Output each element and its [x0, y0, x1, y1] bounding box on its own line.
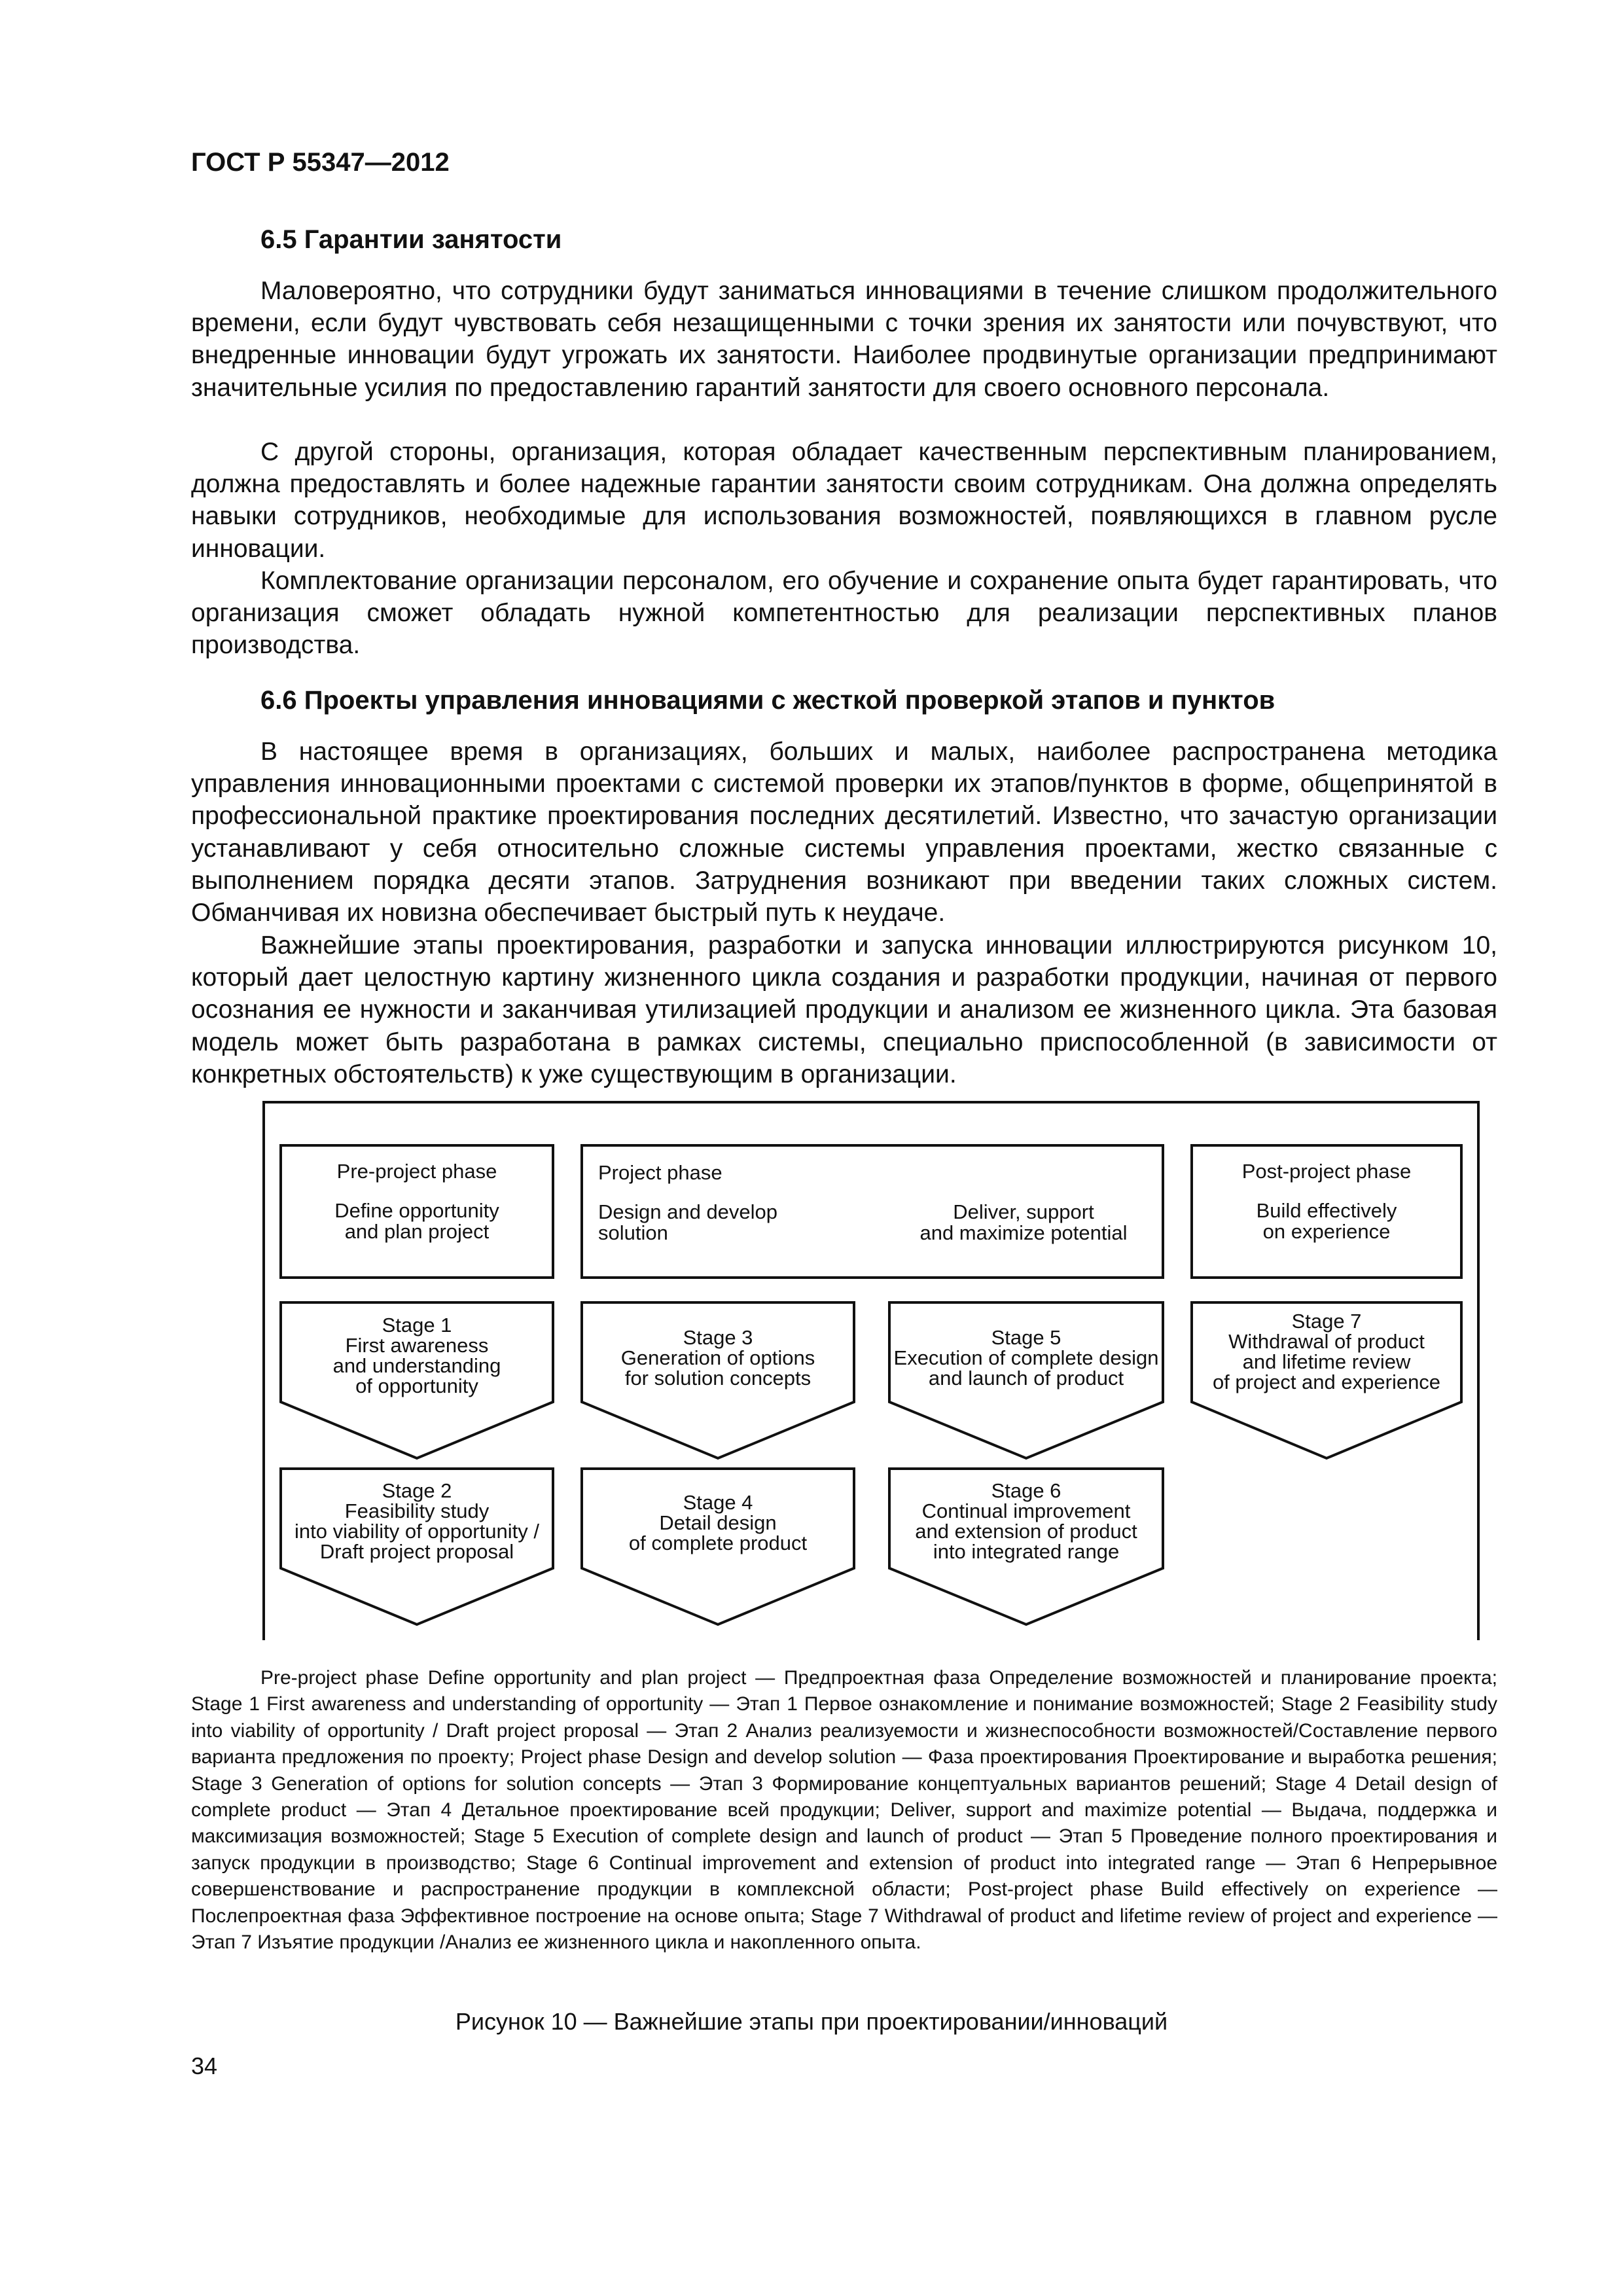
- project-phase-text: Deliver, support: [953, 1200, 1094, 1223]
- stage-6-text: into integrated range: [933, 1540, 1120, 1563]
- stage-1-text: of opportunity: [355, 1374, 478, 1397]
- page-number: 34: [191, 2053, 218, 2079]
- stage-2-text: Feasibility study: [344, 1499, 490, 1522]
- stage-5-text: and launch of product: [928, 1367, 1124, 1390]
- stage-4-text: Stage 4: [683, 1491, 753, 1514]
- figure-10-diagram: [262, 1101, 1480, 1640]
- post-project-phase-text: Build effectively: [1256, 1199, 1397, 1222]
- post-project-phase-title: Post-project phase: [1241, 1160, 1412, 1183]
- stage-3-text: Stage 3: [683, 1326, 753, 1349]
- pre-project-phase-text: Define opportunity: [334, 1199, 499, 1222]
- document-header: ГОСТ Р 55347—2012: [191, 148, 450, 177]
- project-phase-text: Design and develop: [598, 1200, 778, 1223]
- project-phase-title: Project phase: [598, 1161, 722, 1184]
- stage-3-text: Generation of options: [620, 1346, 815, 1369]
- stage-2-text: into viability of opportunity /: [294, 1520, 539, 1543]
- stage-2-text: Draft project proposal: [319, 1540, 514, 1563]
- figure-caption: Рисунок 10 — Важнейшие этапы при проектировании/инноваций: [455, 2008, 1168, 2035]
- stage-7-text: Stage 7: [1291, 1310, 1362, 1333]
- post-project-phase-text: on experience: [1262, 1220, 1391, 1243]
- section-6-5-title: 6.5 Гарантии занятости: [260, 225, 562, 254]
- project-phase-text: and maximize potential: [919, 1221, 1128, 1244]
- section-6-5-paragraph: Комплектование организации персоналом, его обучение и сохранение опыта будет гарантировать, что организация сможет обладать нужной компетентностью для реализации перспективных планов производства.: [191, 567, 1497, 660]
- stage-2-text: Stage 2: [382, 1479, 452, 1502]
- stage-6-text: Stage 6: [991, 1479, 1061, 1502]
- stage-6-text: Continual improvement: [921, 1499, 1131, 1522]
- pre-project-phase-title: Pre-project phase: [336, 1160, 497, 1183]
- section-6-5-paragraph: С другой стороны, организация, которая обладает качественным перспективным планированием, должна предоставлять и более надежные гарантии занятости своим сотрудникам. Она должна определять навыки сотрудников, необходимые для использования возможностей, появляющихся в главном русле инновации.: [191, 438, 1497, 563]
- pre-project-phase-text: and plan project: [344, 1220, 490, 1243]
- stage-6-text: and extension of product: [915, 1520, 1137, 1543]
- stage-1-text: First awareness: [345, 1334, 489, 1357]
- stage-5-text: Execution of complete design: [893, 1346, 1159, 1369]
- stage-7-text: and lifetime review: [1242, 1350, 1411, 1373]
- stage-5-text: Stage 5: [991, 1326, 1061, 1349]
- section-6-6-title: 6.6 Проекты управления инновациями с жесткой проверкой этапов и пунктов: [260, 686, 1275, 715]
- section-6-5-paragraph: Маловероятно, что сотрудники будут заниматься инновациями в течение слишком продолжительного времени, если будут чувствовать себя незащищенными с точки зрения их занятости или почувствуют, что внедренные инновации будут угрожать их занятости. Наиболее продвинутые организации предпринимают значительные усилия по предоставлению гарантий занятости для своего основного персонала.: [191, 277, 1497, 402]
- section-6-6-paragraph: В настоящее время в организациях, больших и малых, наиболее распространена методика управления инновационными проектами с системой проверки их этапов/пунктов в форме, общепринятой в профессиональной практике проектирования последних десятилетий. Известно, что зачастую организации устанавливают у себя относительно сложные системы управления проектами, жестко связанные с выполнением порядка десяти этапов. Затруднения возникают при введении таких сложных систем. Обманчивая их новизна обеспечивает быстрый путь к неудаче.: [191, 738, 1497, 927]
- project-phase-text: solution: [598, 1221, 668, 1244]
- stage-1-text: Stage 1: [382, 1314, 452, 1336]
- stage-4-text: of complete product: [628, 1532, 808, 1554]
- section-6-6-paragraph: Важнейшие этапы проектирования, разработки и запуска инновации иллюстрируются рисунком 10, который дает целостную картину жизненного цикла создания и разработки продукции, начиная от первого осознания ее нужности и заканчивая утилизацией продукции и анализом ее жизненного цикла. Эта базовая модель может быть разработана в рамках системы, специально приспособленной (в зависимости от конкретных обстоятельств) к уже существующим в организации.: [191, 931, 1497, 1088]
- stage-4-text: Detail design: [659, 1511, 777, 1534]
- stage-1-text: and understanding: [332, 1354, 501, 1377]
- stage-7-text: Withdrawal of product: [1228, 1330, 1425, 1353]
- stage-7-text: of project and experience: [1212, 1371, 1441, 1393]
- figure-legend: Pre-project phase Define opportunity and plan project — Предпроектная фаза Определение возможностей и планирование проекта; Stage 1 First awareness and understanding of opportunity — Этап 1 Первое ознакомление и понимание возможностей; Stage 2 Feasibility study into viability of opportunity / Draft project proposal — Этап 2 Анализ реализуемости и жизнеспособности возможностей/Составление первого варианта предложения по проекту; Project phase Design and develop solution — Фаза проектирования Проектирование и выработка решения; Stage 3 Generation of options for solution concepts — Этап 3 Формирование концептуальных вариантов решений; Stage 4 Detail design of complete product — Этап 4 Детальное проектирование всей продукции; Deliver, support and maximize potential — Выдача, поддержка и максимизация возможностей; Stage 5 Execution of complete design and launch of product — Этап 5 Проведение полного проектирования и запуск продукции в производство; Stage 6 Continual improvement and extension of product into integrated range — Этап 6 Непрерывное совершенствование и распространение продукции в комплексной области; Post-project phase Build effectively on experience — Послепроектная фаза Эффективное построение на основе опыта; Stage 7 Withdrawal of product and lifetime review of project and experience — Этап 7 Изъятие продукции /Анализ ее жизненного цикла и накопленного опыта.: [191, 1667, 1497, 1954]
- stage-3-text: for solution concepts: [624, 1367, 812, 1390]
